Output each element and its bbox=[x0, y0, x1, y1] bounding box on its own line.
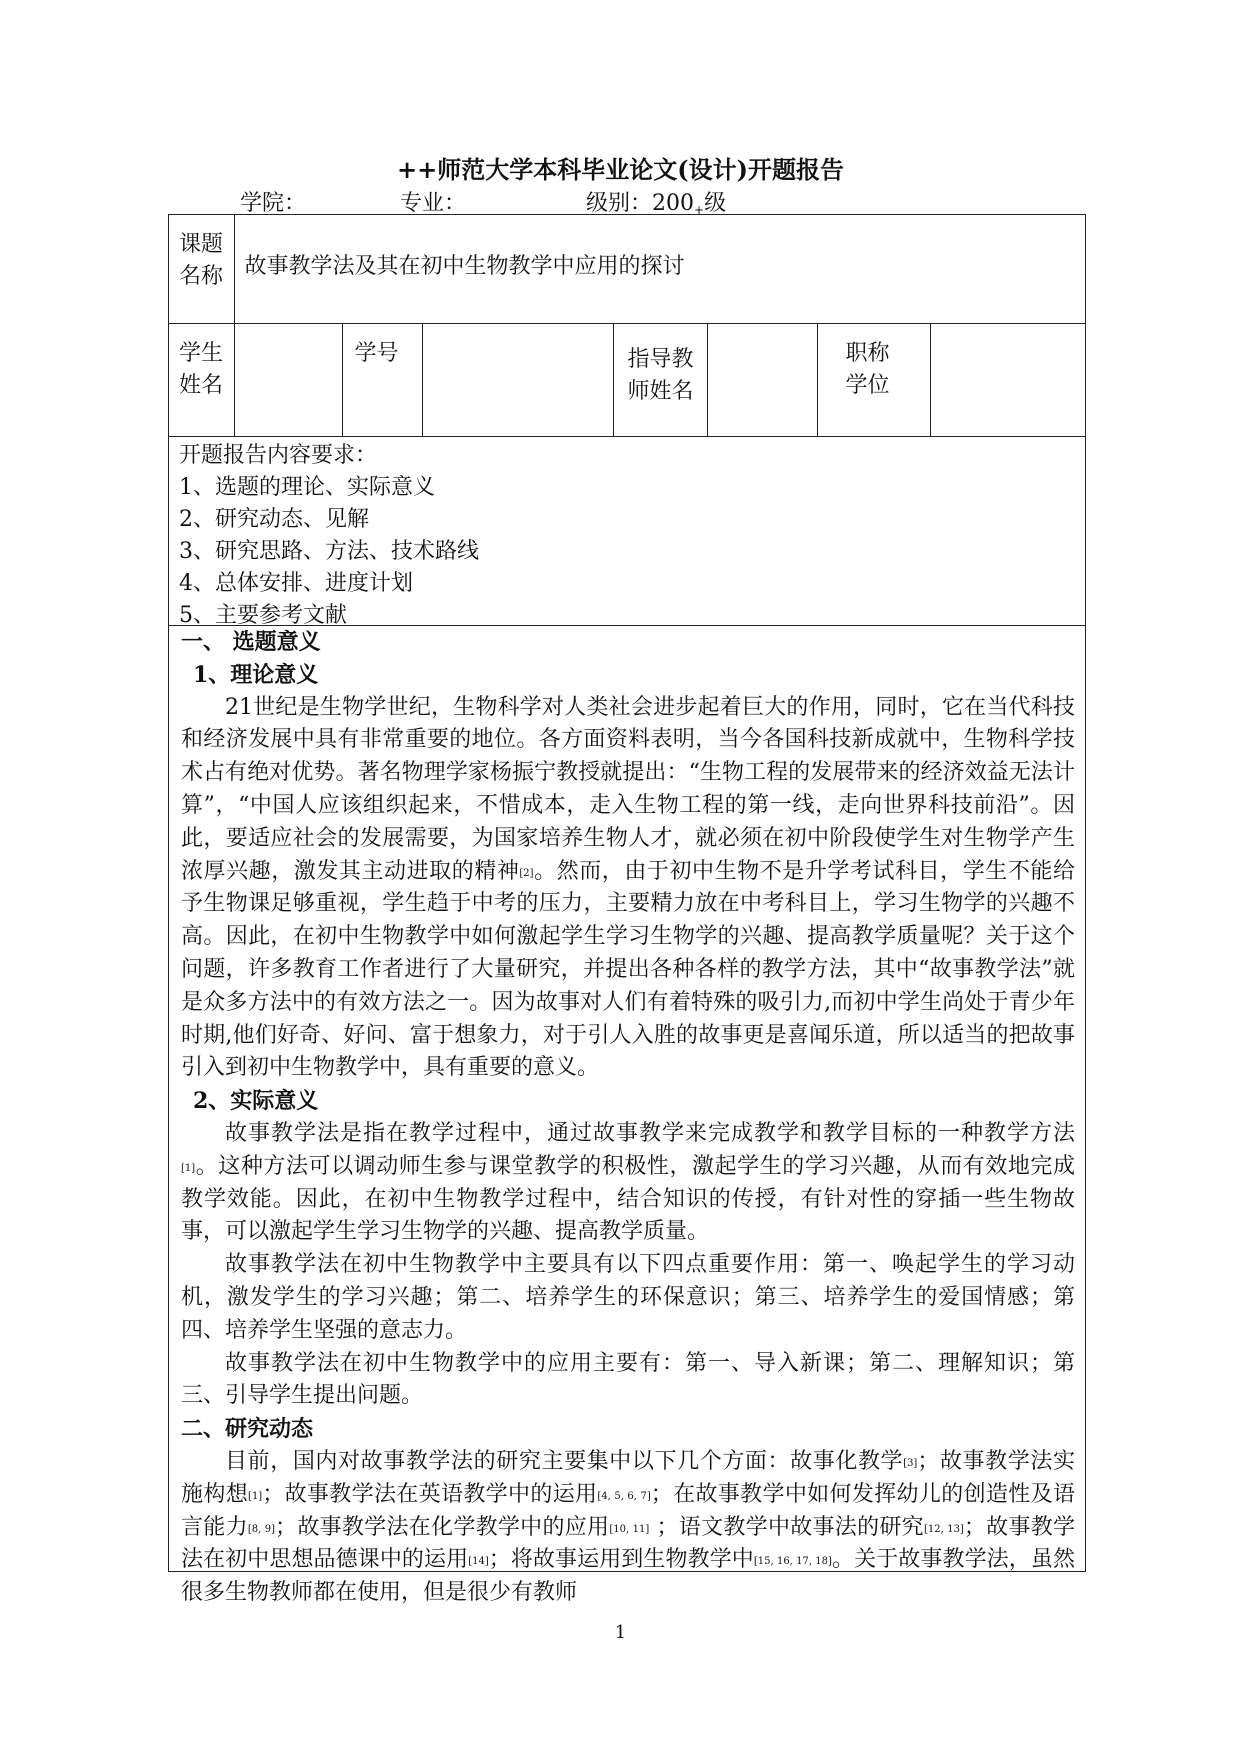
report-body bbox=[169, 626, 1085, 1610]
subsection-theory-heading: 1、理论意义 bbox=[193, 661, 319, 688]
practical-paragraph: 故事教学法是指在教学过程中，通过故事教学来完成教学和教学目标的一种教学方法[1]。这种方法可以调动师生参与课堂教学的积极性，激起学生的学习兴趣，从而有效地完成教学效能。因此，在初中生物教学过程中，结合知识的传授，有针对性的穿插一些生物故事，可以激起学生学习生物学的兴趣、提高教学质量。 bbox=[181, 1120, 1075, 1245]
major-label: 专业： bbox=[400, 191, 467, 216]
requirements-heading: 开题报告内容要求： bbox=[179, 443, 378, 468]
report-frame bbox=[168, 214, 1086, 1606]
theory-paragraph: 21世纪是生物学世纪，生物科学对人类社会进步起着巨大的作用，同时，它在当代科技和经济发展中具有非常重要的地位。各方面资料表明，当今各国科技新成就中，生物科学技术占有绝对优势。著名物理学家杨振宁教授就提出：“生物工程的发展带来的经济效益无法计算”，“中国人应该组织起来，不惜成本，走入生物工程的第一线，走向世界科技前沿”。因此，要适应社会的发展需要，为国家培养生物人才，就必须在初中阶段使学生对生物学产生浓厚兴趣，激发其主动进取的精神[2]。然而，由于初中生物不是升学考试科目，学生不能给予生物课足够重视，学生趋于中考的压力，主要精力放在中考科目上，学习生物学的兴趣不高。因此，在初中生物教学中如何激起学生学习生物学的兴趣、提高教学质量呢？关于这个问题，许多教育工作者进行了大量研究，并提出各种各样的教学方法，其中“故事教学法”就是众多方法中的有效方法之一。因为故事对人们有着特殊的吸引力,而初中学生尚处于青少年时期,他们好奇、好问、富于想象力，对于引人入胜的故事更是喜闻乐道，所以适当的把故事引入到初中生物教学中，具有重要的意义。 bbox=[181, 694, 1075, 1081]
applications-paragraph: 故事教学法在初中生物教学中的应用主要有：第一、导入新课；第二、理解知识；第三、引导学生提出问题。 bbox=[181, 1350, 1075, 1409]
page-number: 1 bbox=[614, 1622, 627, 1643]
topic-value: 故事教学法及其在初中生物教学中应用的探讨 bbox=[234, 215, 1085, 324]
requirement-item: 5、主要参考文献 bbox=[179, 603, 347, 628]
requirement-item: 3、研究思路、方法、技术路线 bbox=[179, 539, 479, 564]
student-id-label: 学号 bbox=[342, 324, 422, 437]
grade-label: 级别：200+级 bbox=[586, 191, 727, 217]
student-name-value bbox=[234, 324, 342, 437]
section-2-heading: 二、研究动态 bbox=[181, 1416, 314, 1443]
topic-label: 课题名称 bbox=[169, 215, 234, 324]
requirement-item: 2、研究动态、见解 bbox=[179, 507, 369, 532]
student-id-value bbox=[422, 324, 613, 437]
requirement-item: 4、总体安排、进度计划 bbox=[179, 571, 413, 596]
subsection-practical-heading: 2、实际意义 bbox=[193, 1088, 319, 1115]
requirement-item: 1、选题的理论、实际意义 bbox=[179, 475, 435, 500]
title-degree-label: 职称 学位 bbox=[817, 324, 930, 437]
meta-line bbox=[240, 186, 726, 217]
header-table bbox=[169, 215, 1085, 437]
research-status-paragraph: 目前，国内对故事教学法的研究主要集中以下几个方面：故事化教学[3]；故事教学法实施构想[1]；故事教学法在英语教学中的运用[4, 5, 6, 7]；在故事教学中如何发挥幼儿的创造性及语言能力[8, 9]；故事教学法在化学教学中的应用[10, 11] ；语文教学中故事法的研究[12, 13]；故事教学法在初中思想品德课中的运用[14]；将故事运用到生物教学中[15, 16, 17, 18]。关于故事教学法，虽然很多生物教师都在使用，但是很少有教师 bbox=[181, 1448, 1076, 1606]
advisor-label: 指导教 师姓名 bbox=[613, 324, 707, 437]
advisor-value bbox=[707, 324, 817, 437]
student-name-label: 学生 姓名 bbox=[169, 324, 234, 437]
roles-paragraph: 故事教学法在初中生物教学中主要具有以下四点重要作用：第一、唤起学生的学习动机，激发学生的学习兴趣；第二、培养学生的环保意识；第三、培养学生的爱国情感；第四、培养学生坚强的意志力。 bbox=[181, 1252, 1075, 1343]
requirements-block bbox=[169, 437, 1085, 626]
college-label: 学院： bbox=[240, 191, 307, 216]
title-degree-value bbox=[930, 324, 1085, 437]
section-1-heading: 一、 选题意义 bbox=[181, 629, 321, 655]
document-title: ++师范大学本科毕业论文(设计)开题报告 bbox=[397, 155, 844, 184]
